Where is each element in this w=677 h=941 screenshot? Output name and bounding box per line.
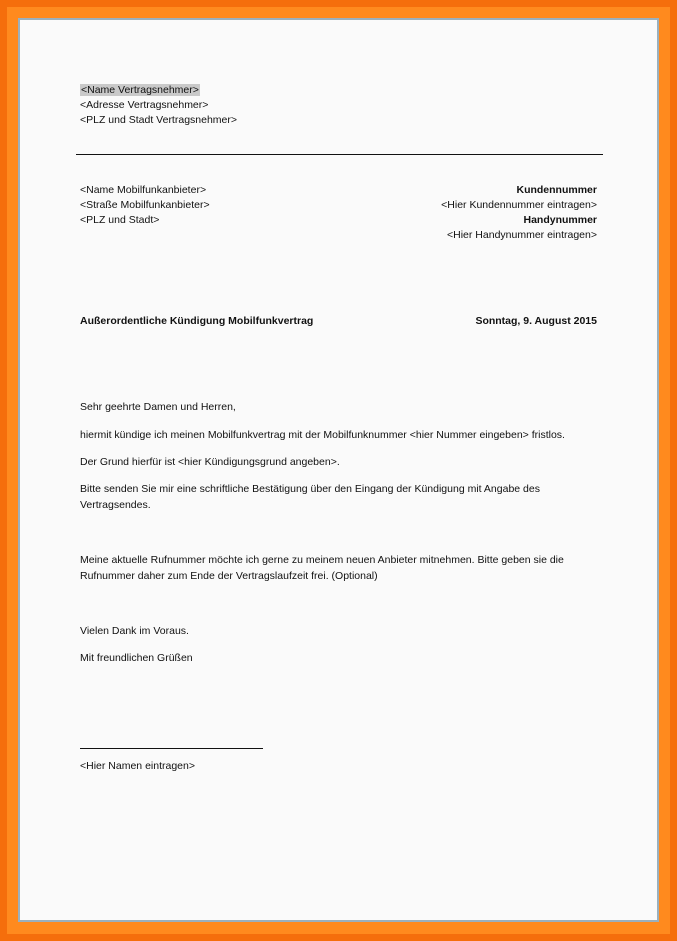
recipient-name: <Name Mobilfunkanbieter> bbox=[80, 184, 207, 196]
signature-name: <Hier Namen eintragen> bbox=[80, 760, 195, 772]
salutation: Sehr geehrte Damen und Herren, bbox=[80, 401, 236, 413]
letter-subject: Außerordentliche Kündigung Mobilfunkvertrag bbox=[80, 315, 314, 327]
recipient-street: <Straße Mobilfunkanbieter> bbox=[80, 199, 210, 211]
mobile-number-value: <Hier Handynummer eintragen> bbox=[447, 229, 597, 241]
customer-number-value: <Hier Kundennummer eintragen> bbox=[441, 199, 597, 211]
signature-line bbox=[80, 748, 263, 749]
closing-line: Mit freundlichen Grüßen bbox=[80, 652, 193, 664]
body-paragraph-4-line-1: Meine aktuelle Rufnummer möchte ich gerne zu meinem neuen Anbieter mitnehmen. Bitte geben sie die bbox=[80, 554, 564, 566]
sender-name-highlight: <Name Vertragsnehmer> bbox=[81, 84, 199, 96]
body-paragraph-1: hiermit kündige ich meinen Mobilfunkvertrag mit der Mobilfunknummer <hier Nummer eingeben> fristlos. bbox=[80, 429, 565, 441]
recipient-city: <PLZ und Stadt> bbox=[80, 214, 160, 226]
letter-date: Sonntag, 9. August 2015 bbox=[475, 315, 597, 327]
customer-number-label: Kundennummer bbox=[516, 184, 597, 196]
body-paragraph-3-line-1: Bitte senden Sie mir eine schriftliche Bestätigung über den Eingang der Kündigung mit Angabe des bbox=[80, 483, 540, 495]
sender-name bbox=[80, 83, 200, 97]
body-paragraph-2: Der Grund hierfür ist <hier Kündigungsgrund angeben>. bbox=[80, 456, 340, 468]
sender-address: <Adresse Vertragsnehmer> bbox=[80, 99, 209, 111]
body-paragraph-3-line-2: Vertragsendes. bbox=[80, 499, 151, 511]
letter-page bbox=[18, 18, 659, 922]
thanks-line: Vielen Dank im Voraus. bbox=[80, 625, 189, 637]
sender-city: <PLZ und Stadt Vertragsnehmer> bbox=[80, 114, 238, 126]
mobile-number-label: Handynummer bbox=[523, 214, 597, 226]
header-divider bbox=[76, 154, 603, 155]
body-paragraph-4-line-2: Rufnummer daher zum Ende der Vertragslaufzeit frei. (Optional) bbox=[80, 570, 378, 582]
